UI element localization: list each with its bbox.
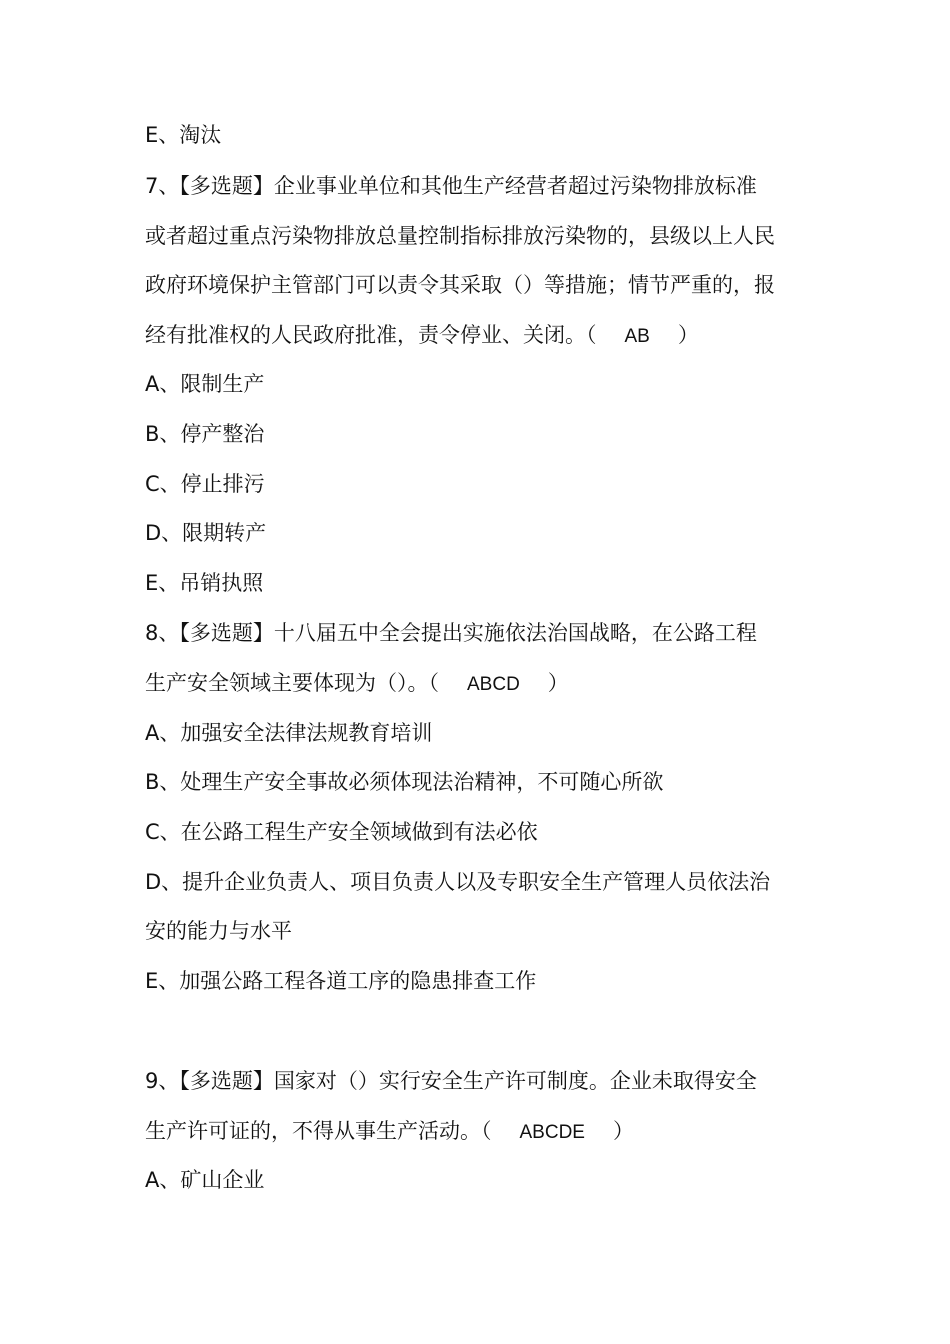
q8-option-e: E、加强公路工程各道工序的隐患排查工作 xyxy=(145,969,537,993)
q7-stem-line-4 xyxy=(145,320,699,350)
q7-stem-line-3: 政府环境保护主管部门可以责令其采取（）等措施；情节严重的，报 xyxy=(145,273,775,297)
q8-stem-line-2 xyxy=(145,668,569,698)
q8-stem-line-1: 8、【多选题】十八届五中全会提出实施依法治国战略，在公路工程 xyxy=(145,621,757,645)
q9-stem-line-2 xyxy=(145,1116,634,1146)
q7-option-a: A、限制生产 xyxy=(145,372,265,396)
q9-stem-text: 生产许可证的，不得从事生产活动。（ xyxy=(145,1119,492,1143)
q7-stem-line-1: 7、【多选题】企业事业单位和其他生产经营者超过污染物排放标准 xyxy=(145,174,757,198)
q8-option-b: B、处理生产安全事故必须体现法治精神，不可随心所欲 xyxy=(145,770,664,794)
q8-option-c: C、在公路工程生产安全领域做到有法必依 xyxy=(145,820,538,844)
q8-stem-text: 生产安全领域主要体现为（）。（ xyxy=(145,671,439,695)
q9-stem-line-1: 9、【多选题】国家对（）实行安全生产许可制度。企业未取得安全 xyxy=(145,1069,757,1093)
q7-option-b: B、停产整治 xyxy=(145,422,265,446)
q8-answer: ABCD xyxy=(467,674,520,695)
q6-option-e: E、淘汰 xyxy=(145,123,222,147)
q9-answer: ABCDE xyxy=(519,1122,585,1143)
q9-option-a: A、矿山企业 xyxy=(145,1168,265,1192)
q7-close-paren: ） xyxy=(677,323,699,347)
q8-close-paren: ） xyxy=(547,671,569,695)
q7-stem-line-2: 或者超过重点污染物排放总量控制指标排放污染物的，县级以上人民 xyxy=(145,224,775,248)
q9-close-paren: ） xyxy=(612,1119,634,1143)
q8-option-d-line-2: 安的能力与水平 xyxy=(145,919,292,943)
q7-stem-text: 经有批准权的人民政府批准，责令停业、关闭。（ xyxy=(145,323,597,347)
q7-option-c: C、停止排污 xyxy=(145,472,265,496)
q7-option-d: D、限期转产 xyxy=(145,521,267,545)
q7-option-e: E、吊销执照 xyxy=(145,571,264,595)
q8-option-a: A、加强安全法律法规教育培训 xyxy=(145,721,433,745)
q7-answer: AB xyxy=(624,326,650,347)
q8-option-d-line-1: D、提升企业负责人、项目负责人以及专职安全生产管理人员依法治 xyxy=(145,870,771,894)
